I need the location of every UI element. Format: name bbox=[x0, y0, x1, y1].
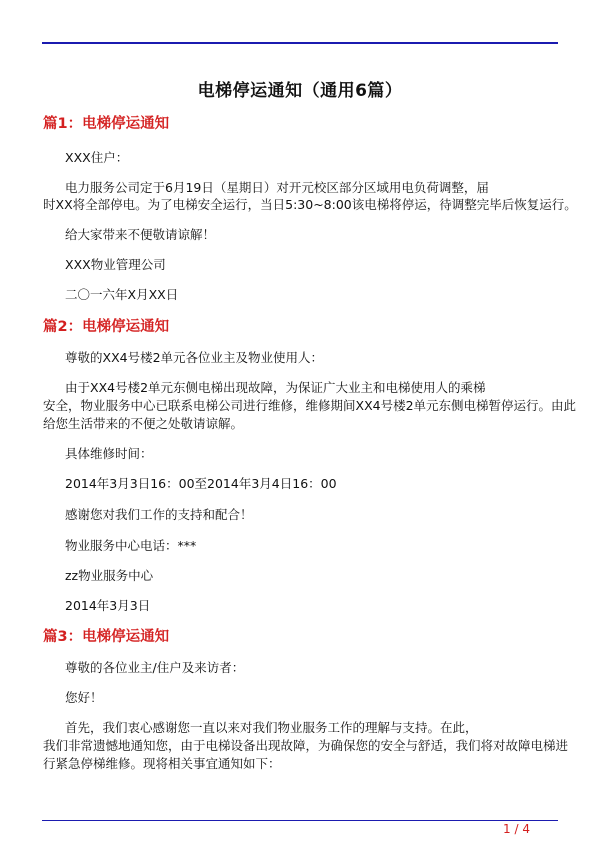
section-3-paragraph-line-3: 行紧急停梯维修。现将相关事宜通知如下： bbox=[43, 756, 281, 771]
section-1-date: 二〇一六年X月XX日 bbox=[65, 287, 179, 302]
section-1-apology: 给大家带来不便敬请谅解！ bbox=[65, 227, 216, 242]
section-2-paragraph-line-2: 安全，物业服务中心已联系电梯公司进行维修，维修期间XX4号楼2单元东侧电梯暂停运行。由此 bbox=[43, 398, 577, 413]
document-title: 电梯停运通知（通用6篇） bbox=[197, 81, 403, 101]
section-2-time-value: 2014年3月3日16：00至2014年3月4日16：00 bbox=[65, 476, 337, 491]
top-rule bbox=[42, 42, 558, 44]
section-2-thanks: 感谢您对我们工作的支持和配合！ bbox=[65, 507, 253, 522]
section-1-paragraph-line-1: 电力服务公司定于6月19日（星期日）对开元校区部分区域用电负荷调整，届 bbox=[65, 180, 489, 195]
section-2-heading: 篇2：电梯停运通知 bbox=[43, 319, 170, 335]
section-3-paragraph-line-2: 我们非常遗憾地通知您，由于电梯设备出现故障，为确保您的安全与舒适，我们将对故障电梯进 bbox=[43, 738, 569, 753]
bottom-rule bbox=[42, 820, 558, 821]
section-2-phone: 物业服务中心电话：*** bbox=[65, 538, 197, 553]
section-2-paragraph-line-3: 给您生活带来的不便之处敬请谅解。 bbox=[43, 416, 244, 431]
section-1-salutation: XXX住户： bbox=[65, 150, 129, 165]
section-3-greeting: 您好！ bbox=[65, 690, 103, 705]
section-2-signer: zz物业服务中心 bbox=[65, 568, 154, 583]
section-1-signer: XXX物业管理公司 bbox=[65, 257, 166, 272]
section-2-time-label: 具体维修时间： bbox=[65, 446, 153, 461]
section-2-salutation: 尊敬的XX4号楼2单元各位业主及物业使用人： bbox=[65, 350, 324, 365]
section-2-date: 2014年3月3日 bbox=[65, 598, 151, 613]
section-2-paragraph-line-1: 由于XX4号楼2单元东侧电梯出现故障，为保证广大业主和电梯使用人的乘梯 bbox=[65, 380, 486, 395]
section-3-salutation: 尊敬的各位业主/住户及来访者： bbox=[65, 660, 245, 675]
section-3-heading: 篇3：电梯停运通知 bbox=[43, 629, 170, 645]
section-1-heading: 篇1：电梯停运通知 bbox=[43, 116, 170, 132]
section-3-paragraph-line-1: 首先，我们衷心感谢您一直以来对我们物业服务工作的理解与支持。在此， bbox=[65, 720, 478, 735]
page-number: 1 / 4 bbox=[503, 822, 530, 836]
section-1-paragraph-line-2: 时XX将全部停电。为了电梯安全运行，当日5:30~8:00该电梯将停运，待调整完毕后恢复运行。 bbox=[43, 197, 577, 212]
